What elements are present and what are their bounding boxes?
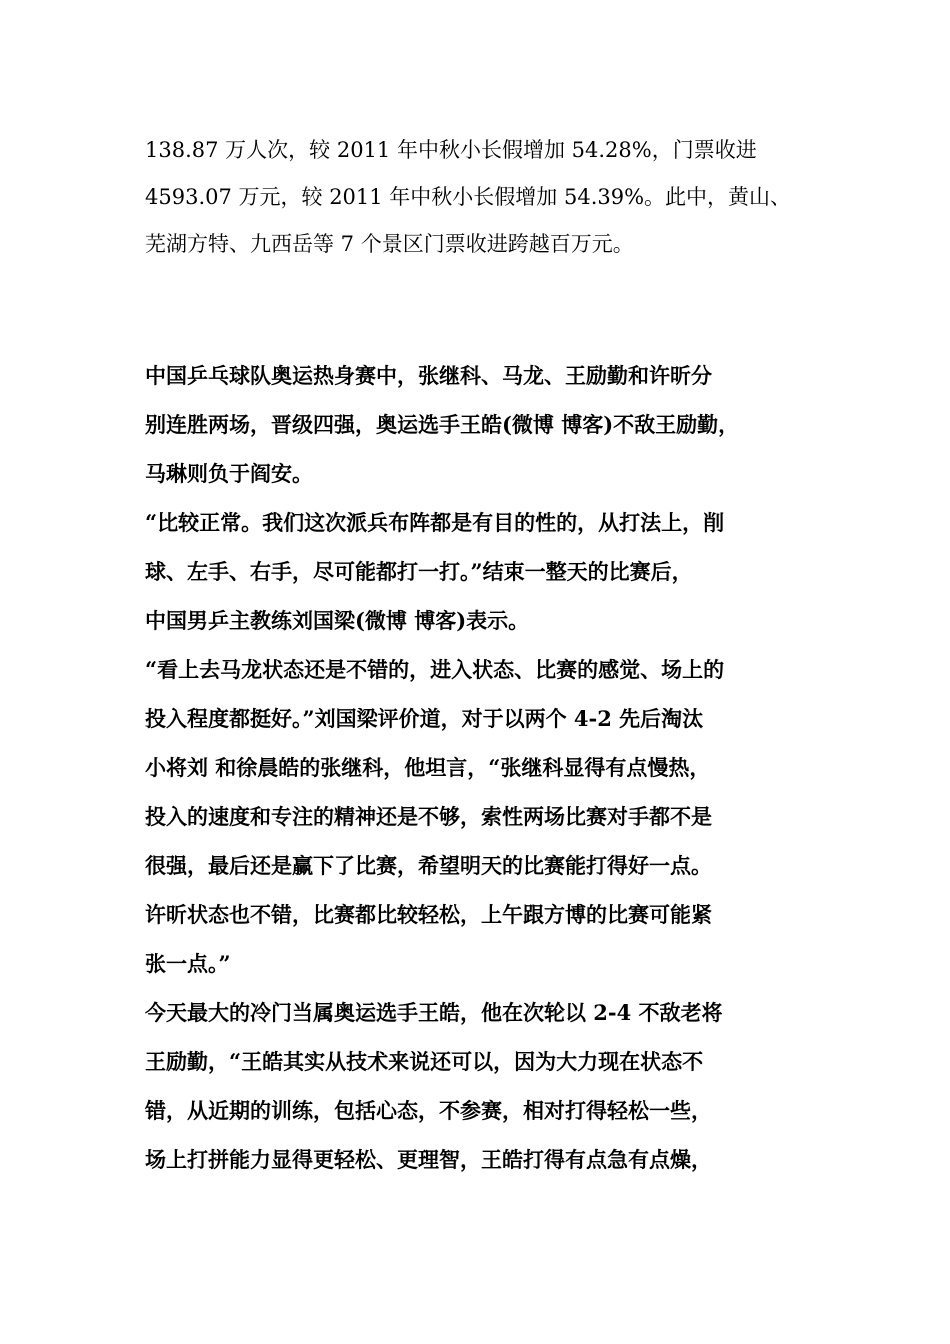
text-line: 今天最大的冷门当属奥运选手王皓，他在次轮以 2-4 不敌老将 (145, 1000, 723, 1025)
text-line: 错，从近期的训练，包括心态，不参赛，相对打得轻松一些， (145, 1098, 712, 1123)
text-line: 王励勤，“王皓其实从技术来说还可以，因为大力现在状态不 (145, 1049, 704, 1074)
text-line: 投入程度都挺好。”刘国梁评价道，对于以两个 4-2 先后淘汰 (145, 706, 704, 731)
text-line: 场上打拼能力显得更轻松、更理智，王皓打得有点急有点燥， (145, 1147, 712, 1172)
text-line: 球、左手、右手，尽可能都打一打。”结束一整天的比赛后， (145, 559, 693, 584)
text-line: 138.87 万人次，较 2011 年中秋小长假增加 54.28%，门票收进 (145, 138, 757, 162)
text-line: “看上去马龙状态还是不错的，进入状态、比赛的感觉、场上的 (145, 657, 725, 682)
text-line: 别连胜两场，晋级四强，奥运选手王皓(微博 博客)不敌王励勤， (145, 412, 740, 437)
text-line: 许昕状态也不错，比赛都比较轻松，上午跟方博的比赛可能紧 (145, 902, 712, 927)
paragraph-table-tennis-news (145, 351, 825, 1184)
text-line: 小将刘 和徐晨皓的张继科，他坦言，“张继科显得有点慢热， (145, 755, 711, 780)
text-line: 张一点。” (145, 951, 231, 976)
text-line: 投入的速度和专注的精神还是不够，索性两场比赛对手都不是 (145, 804, 712, 829)
text-line: 4593.07 万元，较 2011 年中秋小长假增加 54.39%。此中，黄山、 (145, 185, 792, 209)
text-line: 中国男乒主教练刘国梁(微博 博客)表示。 (145, 608, 530, 633)
text-line: “比较正常。我们这次派兵布阵都是有目的性的，从打法上，削 (145, 510, 725, 535)
paragraph-tourism-stats (145, 127, 825, 268)
text-line: 马琳则负于阎安。 (145, 461, 313, 486)
text-line: 芜湖方特、九西岳等 7 个景区门票收进跨越百万元。 (145, 232, 634, 256)
text-line: 中国乒乓球队奥运热身赛中，张继科、马龙、王励勤和许昕分 (145, 363, 712, 388)
text-line: 很强，最后还是赢下了比赛，希望明天的比赛能打得好一点。 (145, 853, 712, 878)
